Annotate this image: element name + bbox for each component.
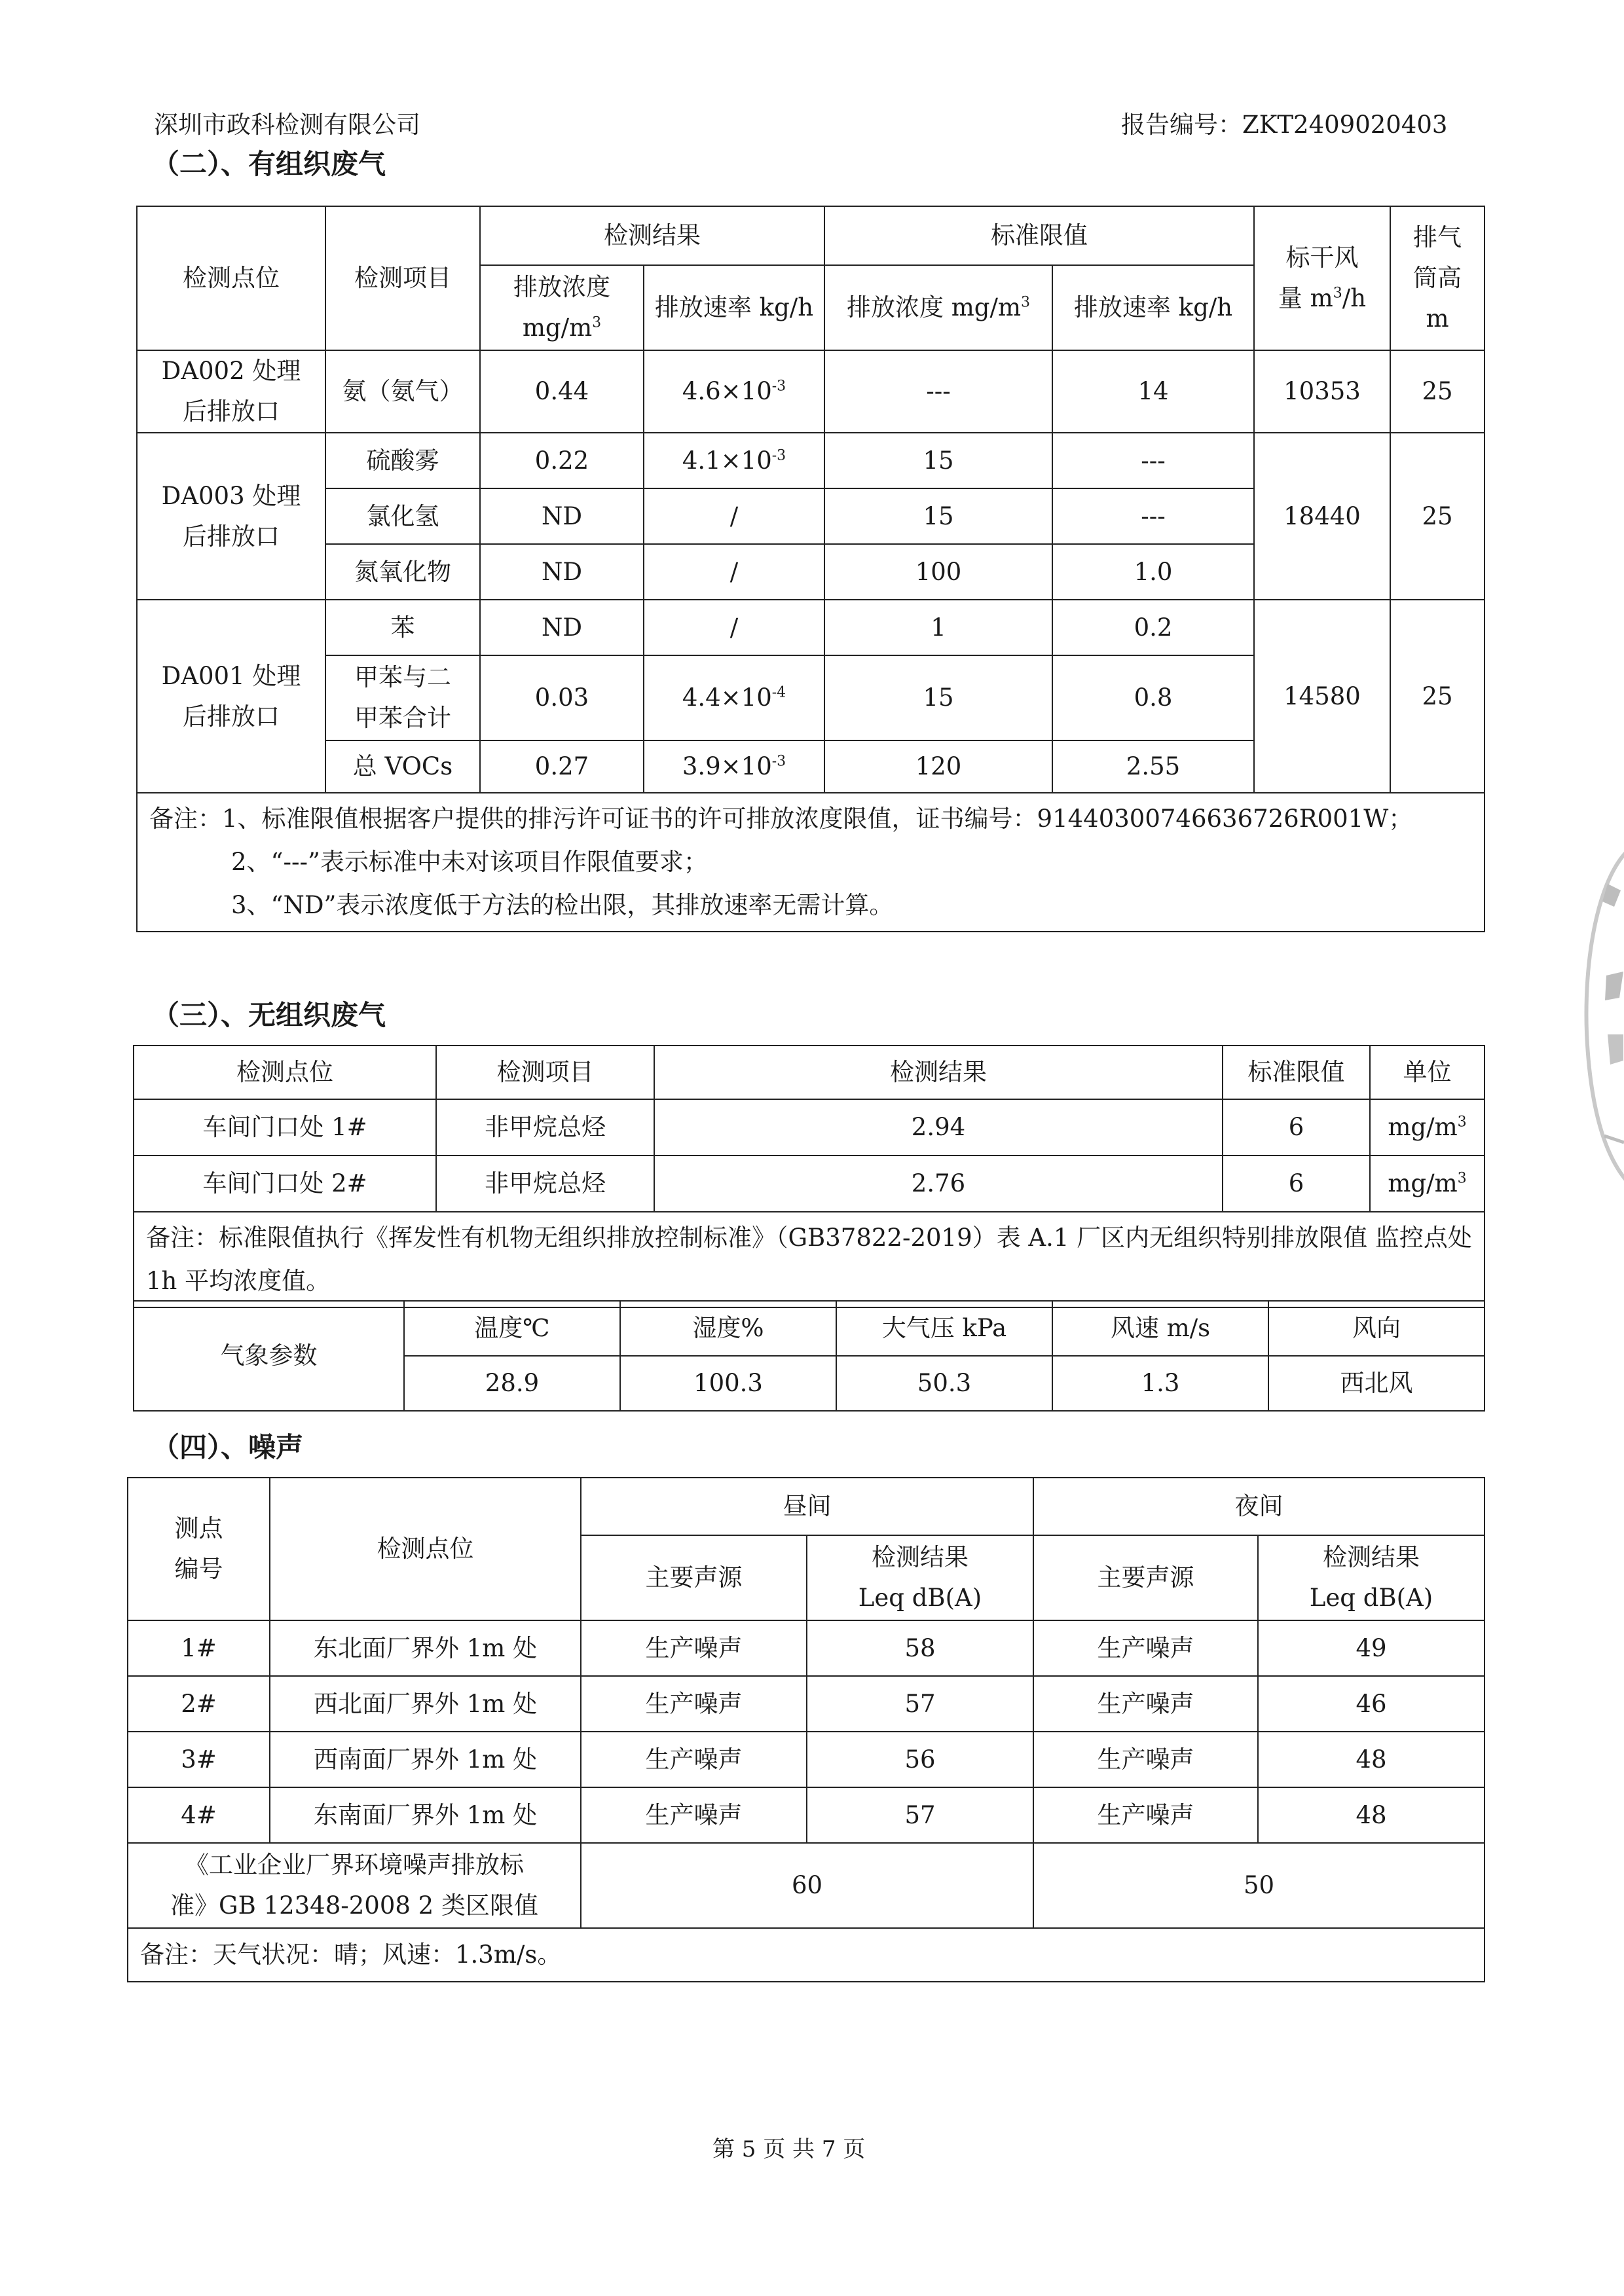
header-limit: 标准限值 — [1223, 1046, 1370, 1099]
night-result-cell: 48 — [1258, 1787, 1485, 1843]
limit-conc-cell: 15 — [824, 433, 1052, 488]
point-cell: 西南面厂界外 1m 处 — [270, 1732, 581, 1787]
night-result-cell: 49 — [1258, 1620, 1485, 1676]
header-result: 检测结果 — [654, 1046, 1223, 1099]
day-source-cell: 生产噪声 — [581, 1732, 807, 1787]
item-cell: 氮氧化物 — [325, 544, 480, 600]
limit-conc-cell: 15 — [824, 488, 1052, 544]
header-rate: 排放速率 kg/h — [644, 265, 824, 350]
remarks-row — [137, 793, 1485, 932]
limit-conc-cell: 1 — [824, 600, 1052, 655]
header-item: 检测项目 — [436, 1046, 654, 1099]
height-cell: 25 — [1390, 600, 1485, 793]
table-row — [137, 433, 1485, 488]
day-result-cell: 57 — [807, 1676, 1033, 1732]
unit-cell: $mg/m^3$ — [1370, 1099, 1485, 1156]
organized-gas-table — [136, 206, 1485, 932]
no-cell: 2# — [128, 1676, 270, 1732]
header-point: 检测点位 — [137, 206, 325, 350]
rate-cell: $4.4\times 10^{-4}$ — [644, 655, 824, 740]
point-cell: 车间门口处 2# — [134, 1156, 436, 1212]
header-day-source: 主要声源 — [581, 1535, 807, 1620]
table-row — [128, 1787, 1485, 1843]
wind-direction-value: 西北风 — [1268, 1356, 1485, 1411]
point-da003: DA003 处理 后排放口 — [137, 433, 325, 600]
item-cell: 非甲烷总烃 — [436, 1099, 654, 1156]
table-row — [128, 1732, 1485, 1787]
header-point: 检测点位 — [270, 1478, 581, 1620]
header-temp: 温度℃ — [404, 1301, 620, 1356]
header-humidity: 湿度% — [620, 1301, 836, 1356]
limit-rate-cell: 0.2 — [1052, 600, 1254, 655]
point-cell: 东北面厂界外 1m 处 — [270, 1620, 581, 1676]
limit-cell: 6 — [1223, 1156, 1370, 1212]
temp-value: 28.9 — [404, 1356, 620, 1411]
standard-label: 《工业企业厂界环境噪声排放标 准》GB 12348-2008 2 类区限值 — [128, 1843, 581, 1928]
humidity-value: 100.3 — [620, 1356, 836, 1411]
rate-cell: $4.1\times 10^{-3}$ — [644, 433, 824, 488]
item-cell: 硫酸雾 — [325, 433, 480, 488]
header-limit-conc: 排放浓度 $mg/m^3$ — [824, 265, 1052, 350]
limit-rate-cell: --- — [1052, 488, 1254, 544]
point-cell: 车间门口处 1# — [134, 1099, 436, 1156]
wind-speed-value: 1.3 — [1052, 1356, 1268, 1411]
conc-cell: ND — [480, 544, 644, 600]
table-row — [128, 1620, 1485, 1676]
night-source-cell: 生产噪声 — [1033, 1676, 1258, 1732]
header-wind-speed: 风速 m/s — [1052, 1301, 1268, 1356]
result-cell: 2.94 — [654, 1099, 1223, 1156]
night-result-cell: 46 — [1258, 1676, 1485, 1732]
flow-cell: 14580 — [1254, 600, 1390, 793]
limit-conc-cell: --- — [824, 350, 1052, 433]
page-number: 第 5 页 共 7 页 — [712, 2136, 866, 2162]
item-cell: 甲苯与二 甲苯合计 — [325, 655, 480, 740]
night-source-cell: 生产噪声 — [1033, 1620, 1258, 1676]
header-result: 检测结果 — [480, 206, 824, 265]
standard-night: 50 — [1033, 1843, 1485, 1928]
header-night-source: 主要声源 — [1033, 1535, 1258, 1620]
header-night-result: 检测结果 Leq dB(A) — [1258, 1535, 1485, 1620]
header-no: 测点 编号 — [128, 1478, 270, 1620]
no-cell: 1# — [128, 1620, 270, 1676]
standard-day: 60 — [581, 1843, 1033, 1928]
limit-conc-cell: 120 — [824, 740, 1052, 793]
header-night: 夜间 — [1033, 1478, 1485, 1535]
height-cell: 25 — [1390, 350, 1485, 433]
night-source-cell: 生产噪声 — [1033, 1732, 1258, 1787]
table-row — [137, 350, 1485, 433]
item-cell: 非甲烷总烃 — [436, 1156, 654, 1212]
point-cell: 东南面厂界外 1m 处 — [270, 1787, 581, 1843]
header-item: 检测项目 — [325, 206, 480, 350]
section-title-fugitive-gas: （三）、无组织废气 — [152, 999, 386, 1031]
item-cell: 氯化氢 — [325, 488, 480, 544]
point-da002: DA002 处理 后排放口 — [137, 350, 325, 433]
limit-conc-cell: 15 — [824, 655, 1052, 740]
header-limit: 标准限值 — [824, 206, 1254, 265]
day-result-cell: 58 — [807, 1620, 1033, 1676]
header-day: 昼间 — [581, 1478, 1033, 1535]
header-pressure: 大气压 kPa — [836, 1301, 1052, 1356]
remarks-row — [128, 1928, 1485, 1982]
remarks: 备注：天气状况：晴；风速：1.3m/s。 — [128, 1928, 1485, 1982]
header-point: 检测点位 — [134, 1046, 436, 1099]
limit-cell: 6 — [1223, 1099, 1370, 1156]
header-limit-rate: 排放速率 kg/h — [1052, 265, 1254, 350]
point-cell: 西北面厂界外 1m 处 — [270, 1676, 581, 1732]
fugitive-gas-table — [133, 1045, 1485, 1308]
flow-cell: 18440 — [1254, 433, 1390, 600]
height-cell: 25 — [1390, 433, 1485, 600]
night-result-cell: 48 — [1258, 1732, 1485, 1787]
day-source-cell: 生产噪声 — [581, 1620, 807, 1676]
weather-label: 气象参数 — [134, 1301, 404, 1411]
header-unit: 单位 — [1370, 1046, 1485, 1099]
rate-cell: $3.9\times 10^{-3}$ — [644, 740, 824, 793]
table-row — [128, 1676, 1485, 1732]
remarks-row — [134, 1212, 1485, 1307]
limit-rate-cell: 14 — [1052, 350, 1254, 433]
no-cell: 3# — [128, 1732, 270, 1787]
result-cell: 2.76 — [654, 1156, 1223, 1212]
table-row — [134, 1099, 1485, 1156]
weather-table — [133, 1300, 1485, 1412]
point-da001: DA001 处理 后排放口 — [137, 600, 325, 793]
limit-rate-cell: 2.55 — [1052, 740, 1254, 793]
rate-cell: $4.6\times 10^{-3}$ — [644, 350, 824, 433]
header-wind-direction: 风向 — [1268, 1301, 1485, 1356]
limit-rate-cell: 0.8 — [1052, 655, 1254, 740]
conc-cell: 0.03 — [480, 655, 644, 740]
day-result-cell: 57 — [807, 1787, 1033, 1843]
table-row — [137, 600, 1485, 655]
conc-cell: 0.22 — [480, 433, 644, 488]
item-cell: 总 VOCs — [325, 740, 480, 793]
conc-cell: ND — [480, 488, 644, 544]
header-conc: 排放浓度 $mg/m^3$ — [480, 265, 644, 350]
remarks: 备注：1、标准限值根据客户提供的排污许可证书的许可排放浓度限值，证书编号：91440300746636726R001W； 2、“---”表示标准中未对该项目作限值要求； 3、“ND”表示浓度低于方法的检出限，其排放速率无需计算。 — [137, 793, 1485, 932]
header-day-result: 检测结果 Leq dB(A) — [807, 1535, 1033, 1620]
report-number: 报告编号：ZKT2409020403 — [1121, 111, 1448, 139]
no-cell: 4# — [128, 1787, 270, 1843]
company-name: 深圳市政科检测有限公司 — [154, 111, 420, 139]
standard-row — [128, 1843, 1485, 1928]
item-cell: 氨（氨气） — [325, 350, 480, 433]
night-source-cell: 生产噪声 — [1033, 1787, 1258, 1843]
limit-conc-cell: 100 — [824, 544, 1052, 600]
remarks: 备注：标准限值执行《挥发性有机物无组织排放控制标准》（GB37822-2019）表 A.1 厂区内无组织特别排放限值 监控点处 1h 平均浓度值。 — [134, 1212, 1485, 1307]
day-result-cell: 56 — [807, 1732, 1033, 1787]
table-row — [134, 1156, 1485, 1212]
rate-cell: / — [644, 544, 824, 600]
header-stack-height: 排气 筒高 m — [1390, 206, 1485, 350]
header-flow: 标干风 量 $m^3/h$ — [1254, 206, 1390, 350]
section-title-noise: （四）、噪声 — [152, 1431, 304, 1463]
limit-rate-cell: --- — [1052, 433, 1254, 488]
day-source-cell: 生产噪声 — [581, 1676, 807, 1732]
conc-cell: 0.44 — [480, 350, 644, 433]
pressure-value: 50.3 — [836, 1356, 1052, 1411]
limit-rate-cell: 1.0 — [1052, 544, 1254, 600]
noise-table — [127, 1477, 1485, 1982]
flow-cell: 10353 — [1254, 350, 1390, 433]
conc-cell: 0.27 — [480, 740, 644, 793]
section-title-organized-gas: （二）、有组织废气 — [152, 148, 386, 180]
rate-cell: / — [644, 600, 824, 655]
conc-cell: ND — [480, 600, 644, 655]
stamp-fragment-icon — [1568, 845, 1624, 1185]
rate-cell: / — [644, 488, 824, 544]
unit-cell: $mg/m^3$ — [1370, 1156, 1485, 1212]
day-source-cell: 生产噪声 — [581, 1787, 807, 1843]
item-cell: 苯 — [325, 600, 480, 655]
